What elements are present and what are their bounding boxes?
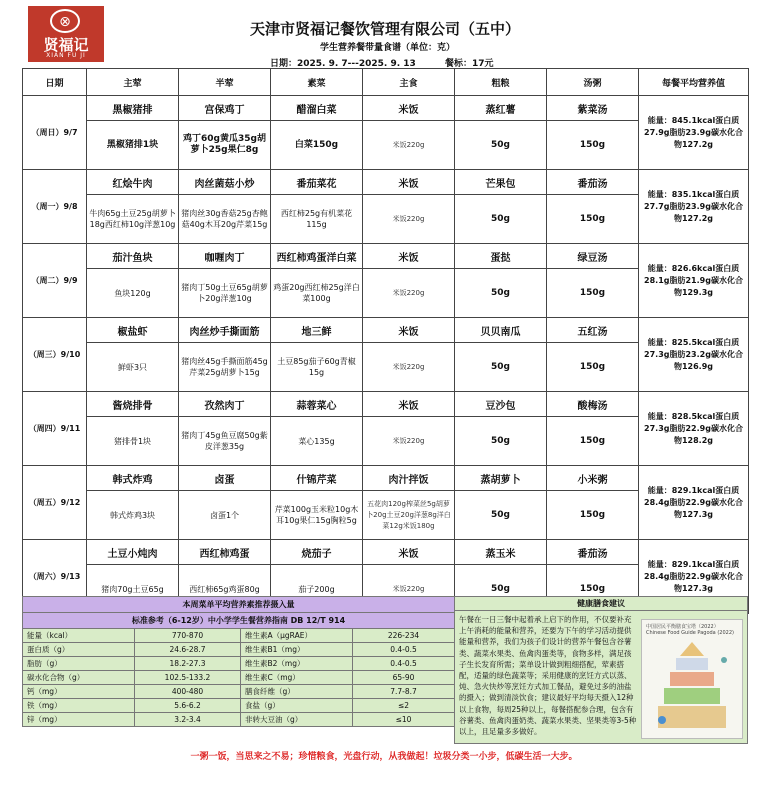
dish-detail: 黑椒猪排1块 bbox=[87, 121, 179, 170]
dish-detail: 50g bbox=[455, 417, 547, 466]
dish-name: 番茄汤 bbox=[547, 170, 639, 195]
dish-name: 醋溜白菜 bbox=[271, 96, 363, 121]
menu-row-dishes bbox=[23, 318, 749, 343]
dish-name: 土豆小炖肉 bbox=[87, 540, 179, 565]
dish-name: 米饭 bbox=[363, 170, 455, 195]
meal-fee: 餐标：17元 bbox=[445, 59, 494, 69]
dish-name: 卤蛋 bbox=[179, 466, 271, 491]
nutrient-range: 65-90 bbox=[353, 671, 455, 685]
dish-name: 米饭 bbox=[363, 540, 455, 565]
dish-detail: 五花肉120g榨菜丝5g胡萝卜20g土豆20g洋葱8g洋白菜12g米饭180g bbox=[363, 491, 455, 540]
col-header: 主荤 bbox=[87, 69, 179, 96]
nutrient-name: 钙（mg） bbox=[23, 685, 135, 699]
col-header: 粗粮 bbox=[455, 69, 547, 96]
dish-name: 蒸红薯 bbox=[455, 96, 547, 121]
dish-detail: 猪肉70g土豆65g bbox=[87, 565, 179, 614]
nutrient-name: 食盐（g） bbox=[241, 699, 353, 713]
nutrition-value: 能量：826.6kcal蛋白质28.1g脂肪21.9g碳水化合物129.3g bbox=[639, 244, 749, 318]
dish-detail: 白菜150g bbox=[271, 121, 363, 170]
nutrient-name: 能量（kcal） bbox=[23, 629, 135, 643]
menu-row-dishes bbox=[23, 540, 749, 565]
dish-name: 咖喱肉丁 bbox=[179, 244, 271, 269]
dish-name: 小米粥 bbox=[547, 466, 639, 491]
nutrient-range: 0.4-0.5 bbox=[353, 657, 455, 671]
dish-detail: 土豆85g茄子60g青椒15g bbox=[271, 343, 363, 392]
dish-name: 五红汤 bbox=[547, 318, 639, 343]
dish-name: 绿豆汤 bbox=[547, 244, 639, 269]
dish-name: 蛋挞 bbox=[455, 244, 547, 269]
menu-row-dishes bbox=[23, 466, 749, 491]
nutrient-row bbox=[23, 713, 455, 727]
company-title: 天津市贤福记餐饮管理有限公司（五中） bbox=[250, 20, 521, 38]
nutrient-range: 7.7-8.7 bbox=[353, 685, 455, 699]
menu-table bbox=[22, 68, 749, 614]
nutrient-range: 770-870 bbox=[135, 629, 241, 643]
nutrient-row bbox=[23, 685, 455, 699]
day-label: （周日）9/7 bbox=[23, 96, 87, 170]
dish-detail: 150g bbox=[547, 491, 639, 540]
dish-name: 蒸胡萝卜 bbox=[455, 466, 547, 491]
dish-name: 地三鲜 bbox=[271, 318, 363, 343]
dish-detail: 米饭220g bbox=[363, 195, 455, 244]
dish-detail: 米饭220g bbox=[363, 121, 455, 170]
dish-detail: 韩式炸鸡3块 bbox=[87, 491, 179, 540]
col-header: 素菜 bbox=[271, 69, 363, 96]
dish-detail: 鸡蛋20g西红柿25g洋白菜100g bbox=[271, 269, 363, 318]
dish-name: 什锦芹菜 bbox=[271, 466, 363, 491]
day-label: （周一）9/8 bbox=[23, 170, 87, 244]
nutrient-row bbox=[23, 671, 455, 685]
dish-name: 米饭 bbox=[363, 392, 455, 417]
col-header: 半荤 bbox=[179, 69, 271, 96]
logo bbox=[28, 6, 104, 62]
footer-slogan: 一粥一饭，当思来之不易；珍惜粮食，光盘行动，从我做起！垃圾分类一小步，低碳生活一大步。 bbox=[190, 752, 578, 762]
dish-detail: 鸡丁60g黄瓜35g胡萝卜25g果仁8g bbox=[179, 121, 271, 170]
nutrient-name: 膳食纤维（g） bbox=[241, 685, 353, 699]
date-range: 日期：2025. 9. 7---2025. 9. 13 bbox=[270, 59, 416, 69]
nutrient-name: 脂肪（g） bbox=[23, 657, 135, 671]
dish-name: 贝贝南瓜 bbox=[455, 318, 547, 343]
bottom-section bbox=[22, 596, 748, 744]
menu-row-dishes bbox=[23, 244, 749, 269]
dish-name: 椒盐虾 bbox=[87, 318, 179, 343]
dish-name: 紫菜汤 bbox=[547, 96, 639, 121]
dish-name: 黑椒猪排 bbox=[87, 96, 179, 121]
col-header: 每餐平均营养值 bbox=[639, 69, 749, 96]
dish-name: 番茄汤 bbox=[547, 540, 639, 565]
advice-title: 健康膳食建议 bbox=[454, 596, 748, 611]
dish-detail: 茄子200g bbox=[271, 565, 363, 614]
dish-detail: 米饭220g bbox=[363, 565, 455, 614]
menu-row-dishes bbox=[23, 170, 749, 195]
dish-detail: 150g bbox=[547, 417, 639, 466]
nutrient-range: 18.2-27.3 bbox=[135, 657, 241, 671]
nutrient-row bbox=[23, 657, 455, 671]
dish-detail: 卤蛋1个 bbox=[179, 491, 271, 540]
nutrient-name: 维生素A（μgRAE） bbox=[241, 629, 353, 643]
dish-detail: 芹菜100g玉米粒10g木耳10g果仁15g胸粒5g bbox=[271, 491, 363, 540]
col-header: 汤粥 bbox=[547, 69, 639, 96]
dish-name: 番茄菜花 bbox=[271, 170, 363, 195]
nutrient-name: 维生素B1（mg） bbox=[241, 643, 353, 657]
nutrition-value: 能量：845.1kcal蛋白质27.9g脂肪23.9g碳水化合物127.2g bbox=[639, 96, 749, 170]
pagoda-title: 中国居民平衡膳食宝塔（2022） Chinese Food Guide Pagoda (2022) bbox=[646, 624, 734, 636]
dish-name: 米饭 bbox=[363, 244, 455, 269]
nutrient-name: 维生素B2（mg） bbox=[241, 657, 353, 671]
dish-detail: 150g bbox=[547, 269, 639, 318]
day-label: （周四）9/11 bbox=[23, 392, 87, 466]
nutrition-table-title: 本周菜单平均营养素推荐摄入量 bbox=[23, 597, 455, 613]
nutrient-name: 维生素C（mg） bbox=[241, 671, 353, 685]
dish-name: 茄汁鱼块 bbox=[87, 244, 179, 269]
dish-detail: 米饭220g bbox=[363, 269, 455, 318]
dish-detail: 猪排骨1块 bbox=[87, 417, 179, 466]
nutrient-range: 102.5-133.2 bbox=[135, 671, 241, 685]
dish-detail: 米饭220g bbox=[363, 417, 455, 466]
advice-panel bbox=[454, 611, 748, 744]
nutrient-range: 3.2-3.4 bbox=[135, 713, 241, 727]
pagoda-icon bbox=[650, 640, 734, 732]
dish-detail: 50g bbox=[455, 343, 547, 392]
dish-detail: 米饭220g bbox=[363, 343, 455, 392]
nutrition-table-reference: 标准参考（6-12岁）中小学学生餐营养指南 DB 12/T 914 bbox=[23, 613, 455, 629]
day-label: （周三）9/10 bbox=[23, 318, 87, 392]
dish-detail: 鱼块120g bbox=[87, 269, 179, 318]
nutrient-range: ≤10 bbox=[353, 713, 455, 727]
nutrient-row bbox=[23, 699, 455, 713]
col-header: 主食 bbox=[363, 69, 455, 96]
nutrient-name: 锌（mg） bbox=[23, 713, 135, 727]
dish-name: 蒸玉米 bbox=[455, 540, 547, 565]
menu-row-dishes bbox=[23, 96, 749, 121]
food-pagoda-image bbox=[641, 619, 743, 739]
dish-detail: 150g bbox=[547, 565, 639, 614]
dish-detail: 150g bbox=[547, 121, 639, 170]
menu-subtitle: 学生营养餐带量食谱（单位：克） bbox=[320, 43, 456, 53]
nutrition-value: 能量：835.1kcal蛋白质27.7g脂肪23.9g碳水化合物127.2g bbox=[639, 170, 749, 244]
logo-emblem-icon: ⊗ bbox=[50, 9, 80, 33]
dish-name: 孜然肉丁 bbox=[179, 392, 271, 417]
logo-english: XIAN FU JI bbox=[46, 52, 86, 59]
dish-name: 西红柿鸡蛋洋白菜 bbox=[271, 244, 363, 269]
day-label: （周六）9/13 bbox=[23, 540, 87, 614]
nutrient-range: 226-234 bbox=[353, 629, 455, 643]
nutrition-value: 能量：825.5kcal蛋白质27.3g脂肪23.2g碳水化合物126.9g bbox=[639, 318, 749, 392]
dish-name: 米饭 bbox=[363, 96, 455, 121]
dish-detail: 150g bbox=[547, 343, 639, 392]
dish-detail: 鲜虾3只 bbox=[87, 343, 179, 392]
dish-detail: 猪肉丁45g鱼豆腐50g紫皮洋葱35g bbox=[179, 417, 271, 466]
dish-detail: 50g bbox=[455, 565, 547, 614]
advice-text: 午餐在一日三餐中起着承上启下的作用，不仅要补充上午消耗的能量和营养，还要为下午的学习活动提供能量和营养，我们为孩子们设计的营养午餐包含谷薯类、蔬菜水果类、鱼禽肉蛋类等，食物多样，满足孩子生长发育所需；菜单设计做到粗细搭配，荤素搭配，适量的绿色蔬菜等；采用健康的烹饪方式以蒸、炖、急火快炒等烹饪方式加工餐品，避免过多的油盐的摄入；做到清淡饮食；建议最好平均每天摄入12种以上食物，每周25种以上，每餐搭配参合理，包含有谷薯类、鱼禽肉蛋奶类、蔬菜水果类、坚果类等3-5种以上，且足量多多做好。 bbox=[459, 615, 637, 737]
dish-name: 红烩牛肉 bbox=[87, 170, 179, 195]
dish-detail: 牛肉65g土豆25g胡萝卜18g西红柿10g洋葱10g bbox=[87, 195, 179, 244]
dish-name: 宫保鸡丁 bbox=[179, 96, 271, 121]
dish-name: 酸梅汤 bbox=[547, 392, 639, 417]
nutrient-row bbox=[23, 643, 455, 657]
logo-text: 贤福记 bbox=[43, 36, 89, 54]
menu-row-dishes bbox=[23, 392, 749, 417]
col-header: 日期 bbox=[23, 69, 87, 96]
dish-detail: 50g bbox=[455, 269, 547, 318]
dish-name: 酱烧排骨 bbox=[87, 392, 179, 417]
nutrient-name: 碳水化合物（g） bbox=[23, 671, 135, 685]
nutrition-value: 能量：828.5kcal蛋白质27.3g脂肪22.9g碳水化合物128.2g bbox=[639, 392, 749, 466]
nutrient-name: 非转大豆油（g） bbox=[241, 713, 353, 727]
dish-detail: 50g bbox=[455, 121, 547, 170]
nutrition-value: 能量：829.1kcal蛋白质28.4g脂肪22.9g碳水化合物127.3g bbox=[639, 540, 749, 614]
nutrient-range: 400-480 bbox=[135, 685, 241, 699]
dish-name: 肉丝炒手撕面筋 bbox=[179, 318, 271, 343]
nutrient-row bbox=[23, 629, 455, 643]
dish-name: 肉汁拌饭 bbox=[363, 466, 455, 491]
dish-detail: 西红柿65g鸡蛋80g bbox=[179, 565, 271, 614]
dish-detail: 西红柿25g有机菜花115g bbox=[271, 195, 363, 244]
dish-name: 米饭 bbox=[363, 318, 455, 343]
nutrient-range: 5.6-6.2 bbox=[135, 699, 241, 713]
nutrient-name: 蛋白质（g） bbox=[23, 643, 135, 657]
dish-detail: 猪肉丝30g香菇25g杏鲍菇40g木耳20g芹菜15g bbox=[179, 195, 271, 244]
nutrition-reference-table bbox=[22, 596, 455, 727]
dish-detail: 50g bbox=[455, 491, 547, 540]
nutrient-range: 24.6-28.7 bbox=[135, 643, 241, 657]
dish-detail: 150g bbox=[547, 195, 639, 244]
dish-name: 肉丝菌菇小炒 bbox=[179, 170, 271, 195]
dish-detail: 50g bbox=[455, 195, 547, 244]
nutrition-value: 能量：829.1kcal蛋白质28.4g脂肪22.9g碳水化合物127.3g bbox=[639, 466, 749, 540]
dish-detail: 菜心135g bbox=[271, 417, 363, 466]
dish-name: 韩式炸鸡 bbox=[87, 466, 179, 491]
nutrient-name: 铁（mg） bbox=[23, 699, 135, 713]
day-label: （周二）9/9 bbox=[23, 244, 87, 318]
dish-name: 西红柿鸡蛋 bbox=[179, 540, 271, 565]
menu-header-row bbox=[23, 69, 749, 96]
dish-detail: 猪肉丝45g手撕面筋45g芹菜25g胡萝卜15g bbox=[179, 343, 271, 392]
nutrient-range: 0.4-0.5 bbox=[353, 643, 455, 657]
dish-name: 烧茄子 bbox=[271, 540, 363, 565]
nutrient-range: ≤2 bbox=[353, 699, 455, 713]
dish-name: 豆沙包 bbox=[455, 392, 547, 417]
day-label: （周五）9/12 bbox=[23, 466, 87, 540]
dish-name: 芒果包 bbox=[455, 170, 547, 195]
dish-name: 蒜蓉菜心 bbox=[271, 392, 363, 417]
dish-detail: 猪肉丁50g土豆65g胡萝卜20g洋葱10g bbox=[179, 269, 271, 318]
